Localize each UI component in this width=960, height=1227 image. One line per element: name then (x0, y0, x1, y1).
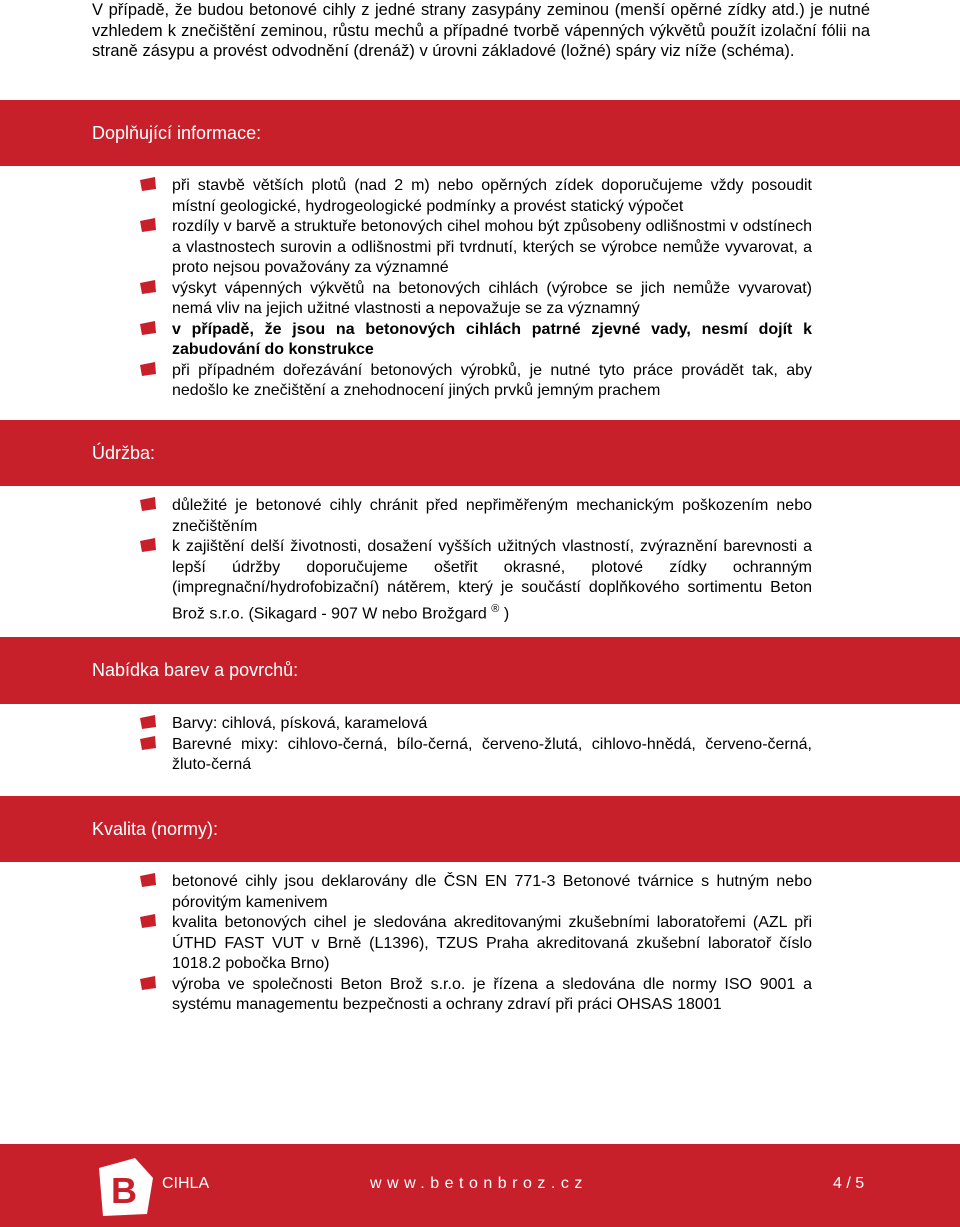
red-square-bullet-icon (140, 873, 156, 887)
list-item: výskyt vápenných výkvětů na betonových cihlách (výrobce se jich nemůže vyvarovat) nemá vliv na jejich užitné vlastnosti a nepovažuje se za významný (172, 279, 812, 320)
section-title: Kvalita (normy): (92, 818, 219, 839)
list-udrzba (172, 496, 812, 624)
list-item: k zajištění delší životnosti, dosažení vyšších užitných vlastností, zvýraznění barevnosti a lepší údržby doporučujeme ošetřit okrasné, plotové zídky ochranným (impregnační/hydrofobizační) nátěrem, který je součástí doplňkového sortimentu Beton Brož s.r.o. (Sikagard - 907 W nebo Brožgard ® ) (172, 537, 812, 624)
red-square-bullet-icon (140, 538, 156, 552)
section-header-udrzba (0, 420, 960, 486)
page-number: 4 / 5 (833, 1175, 865, 1192)
red-square-bullet-icon (140, 177, 156, 191)
beton-broz-logo-icon (95, 1158, 153, 1216)
section-title: Doplňující informace: (92, 122, 262, 143)
red-square-bullet-icon (140, 736, 156, 750)
list-item: Barvy: cihlová, písková, karamelová (172, 714, 812, 735)
red-square-bullet-icon (140, 976, 156, 990)
red-square-bullet-icon (140, 280, 156, 294)
registered-mark: ® (491, 602, 500, 615)
red-square-bullet-icon (140, 715, 156, 729)
section-header-doplnujici (0, 100, 960, 166)
section-title: Nabídka barev a povrchů: (92, 660, 299, 680)
footer-website-link[interactable]: www.betonbroz.cz (370, 1175, 588, 1192)
intro-paragraph: V případě, že budou betonové cihly z jedné strany zasypány zeminou (menší opěrné zídky atd.) je nutné vzhledem k znečištění zeminou, růstu mechů a případné tvorbě vápenných výkvětů použít izolační fólii na straně zásypu a provést odvodnění (drenáž) v úrovni základové (ložné) spáry viz níže (schéma). (92, 1, 870, 60)
list-item: rozdíly v barvě a struktuře betonových cihel mohou být způsobeny odlišnostmi v odstínech a vlastnostech surovin a odlišnostmi při tvrdnutí, kterých se výrobce nemůže vyvarovat, a proto nejsou považovány za významné (172, 217, 812, 279)
red-square-bullet-icon (140, 497, 156, 511)
list-item: betonové cihly jsou deklarovány dle ČSN EN 771-3 Betonové tvárnice s hutným nebo pórovitým kamenivem (172, 872, 812, 913)
red-square-bullet-icon (140, 218, 156, 232)
red-square-bullet-icon (140, 321, 156, 335)
list-item: výroba ve společnosti Beton Brož s.r.o. je řízena a sledována dle normy ISO 9001 a systému managementu bezpečnosti a ochrany zdraví při práci OHSAS 18001 (172, 975, 812, 1016)
list-item: při případném dořezávání betonových výrobků, je nutné tyto práce provádět tak, aby nedošlo ke znečištění a znehodnocení jiných prvků jemným prachem (172, 361, 812, 402)
list-kvalita (172, 872, 812, 1016)
red-square-bullet-icon (140, 914, 156, 928)
list-item: při stavbě větších plotů (nad 2 m) nebo opěrných zídek doporučujeme vždy posoudit místní geologické, hydrogeologické podmínky a provést statický výpočet (172, 176, 812, 217)
list-item: Barevné mixy: cihlovo-černá, bílo-černá, červeno-žlutá, cihlovo-hnědá, červeno-černá, žluto-černá (172, 735, 812, 776)
red-square-bullet-icon (140, 362, 156, 376)
list-item: důležité je betonové cihly chránit před nepřiměřeným mechanickým poškozením nebo znečištěním (172, 496, 812, 537)
svg-text:B: B (111, 1170, 137, 1211)
section-header-kvalita (0, 796, 960, 862)
list-item: v případě, že jsou na betonových cihlách patrné zjevné vady, nesmí dojít k zabudování do konstrukce (172, 320, 812, 361)
list-doplnujici (172, 176, 812, 402)
section-title: Údržba: (92, 442, 156, 463)
list-nabidka (172, 714, 812, 776)
list-item: kvalita betonových cihel je sledována akreditovanými zkušebními laboratořemi (AZL při ÚTHD FAST VUT v Brně (L1396), TZUS Praha akreditovaná zkušební laboratoř číslo 1018.2 pobočka Brno) (172, 913, 812, 975)
footer-product: CIHLA (162, 1175, 210, 1192)
section-header-nabidka (0, 637, 960, 704)
